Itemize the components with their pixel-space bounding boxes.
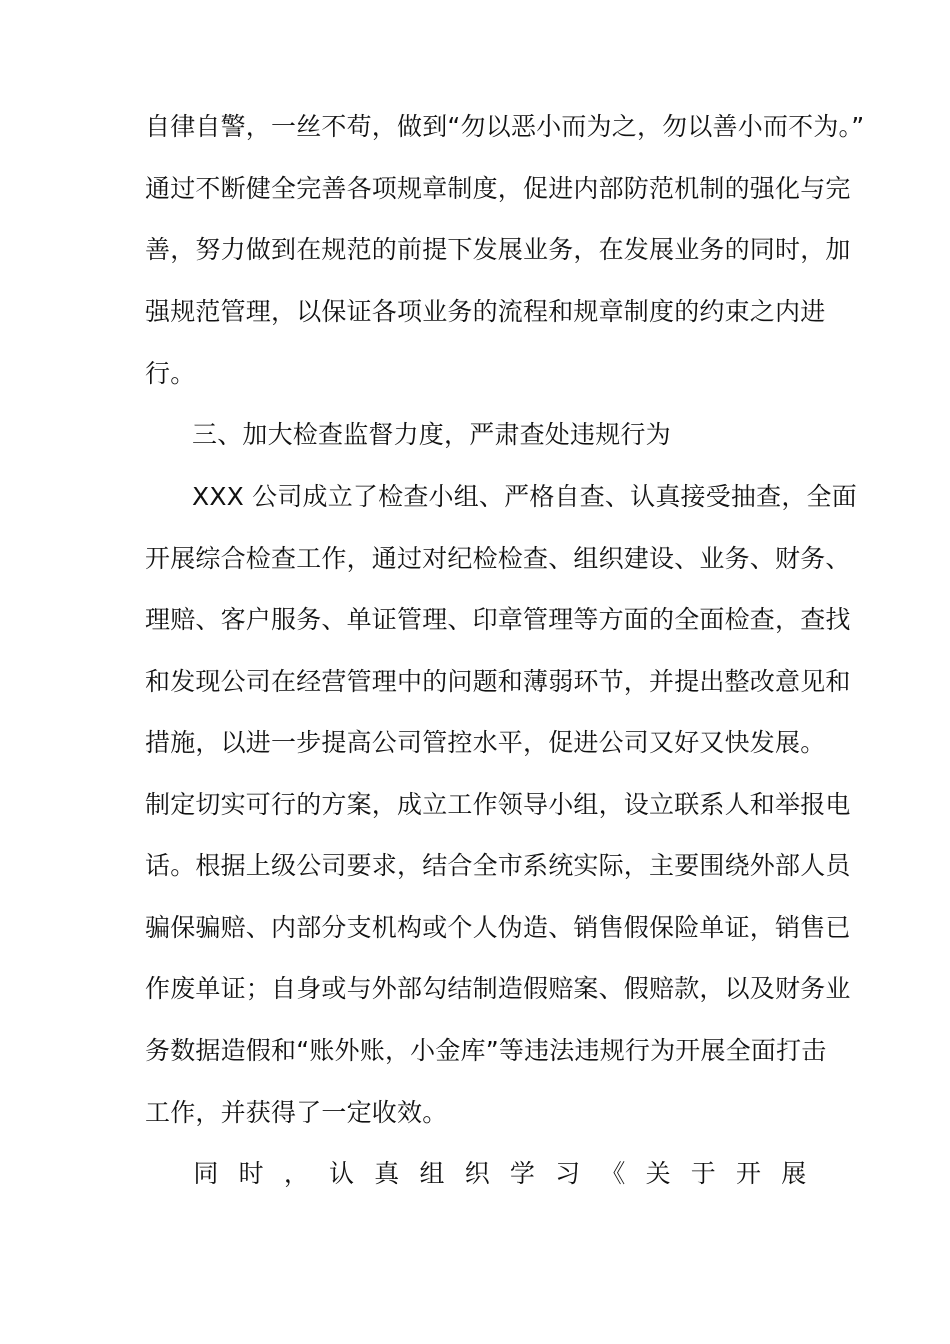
paragraph-line: 作废单证；自身或与外部勾结制造假赔案、假赔款，以及财务业 <box>145 974 851 1003</box>
text-character: 时 <box>238 1159 264 1188</box>
section-heading: 三、加大检查监督力度，严肃查处违规行为 <box>192 420 671 449</box>
paragraph-line: 强规范管理，以保证各项业务的流程和规章制度的约束之内进 <box>145 297 826 326</box>
text-character: 真 <box>374 1159 400 1188</box>
text-character: 学 <box>509 1159 536 1188</box>
text-character: 组 <box>419 1159 445 1188</box>
text-character: 同 <box>193 1159 219 1188</box>
text-character: 习 <box>555 1159 581 1188</box>
paragraph-line: 话。根据上级公司要求，结合全市系统实际，主要围绕外部人员 <box>145 851 851 880</box>
text-character: 于 <box>690 1159 716 1188</box>
paragraph-line: 善，努力做到在规范的前提下发展业务，在发展业务的同时，加 <box>145 235 851 264</box>
paragraph-line: 务数据造假和“账外账，小金库”等违法违规行为开展全面打击 <box>145 1036 827 1065</box>
paragraph-line: 措施，以进一步提高公司管控水平，促进公司又好又快发展。 <box>145 728 826 757</box>
paragraph-line: 骗保骗赔、内部分支机构或个人伪造、销售假保险单证，销售已 <box>145 913 851 942</box>
text-character: 展 <box>781 1159 807 1188</box>
paragraph-line: 行。 <box>145 359 196 388</box>
paragraph-line: 通过不断健全完善各项规章制度，促进内部防范机制的强化与完 <box>145 174 851 203</box>
paragraph-line: 制定切实可行的方案，成立工作领导小组，设立联系人和举报电 <box>145 790 851 819</box>
text-character: 织 <box>464 1159 490 1188</box>
text-character: ， <box>283 1159 310 1188</box>
text-character: 开 <box>736 1159 762 1188</box>
text-character: 关 <box>645 1159 671 1188</box>
paragraph-line: 和发现公司在经营管理中的问题和薄弱环节，并提出整改意见和 <box>145 667 851 696</box>
paragraph-line: 开展综合检查工作，通过对纪检检查、组织建设、业务、财务、 <box>145 544 851 573</box>
paragraph-line: 自律自警，一丝不苟，做到“勿以恶小而为之，勿以善小而不为。” <box>145 112 865 141</box>
paragraph-line: XXX 公司成立了检查小组、严格自查、认真接受抽查，全面 <box>192 482 857 511</box>
paragraph-line: 理赔、客户服务、单证管理、印章管理等方面的全面检查，查找 <box>145 605 851 634</box>
justified-paragraph-line <box>192 1154 808 1194</box>
text-character: 认 <box>329 1159 355 1188</box>
text-character: 《 <box>600 1159 626 1188</box>
paragraph-line: 工作，并获得了一定收效。 <box>145 1098 448 1127</box>
